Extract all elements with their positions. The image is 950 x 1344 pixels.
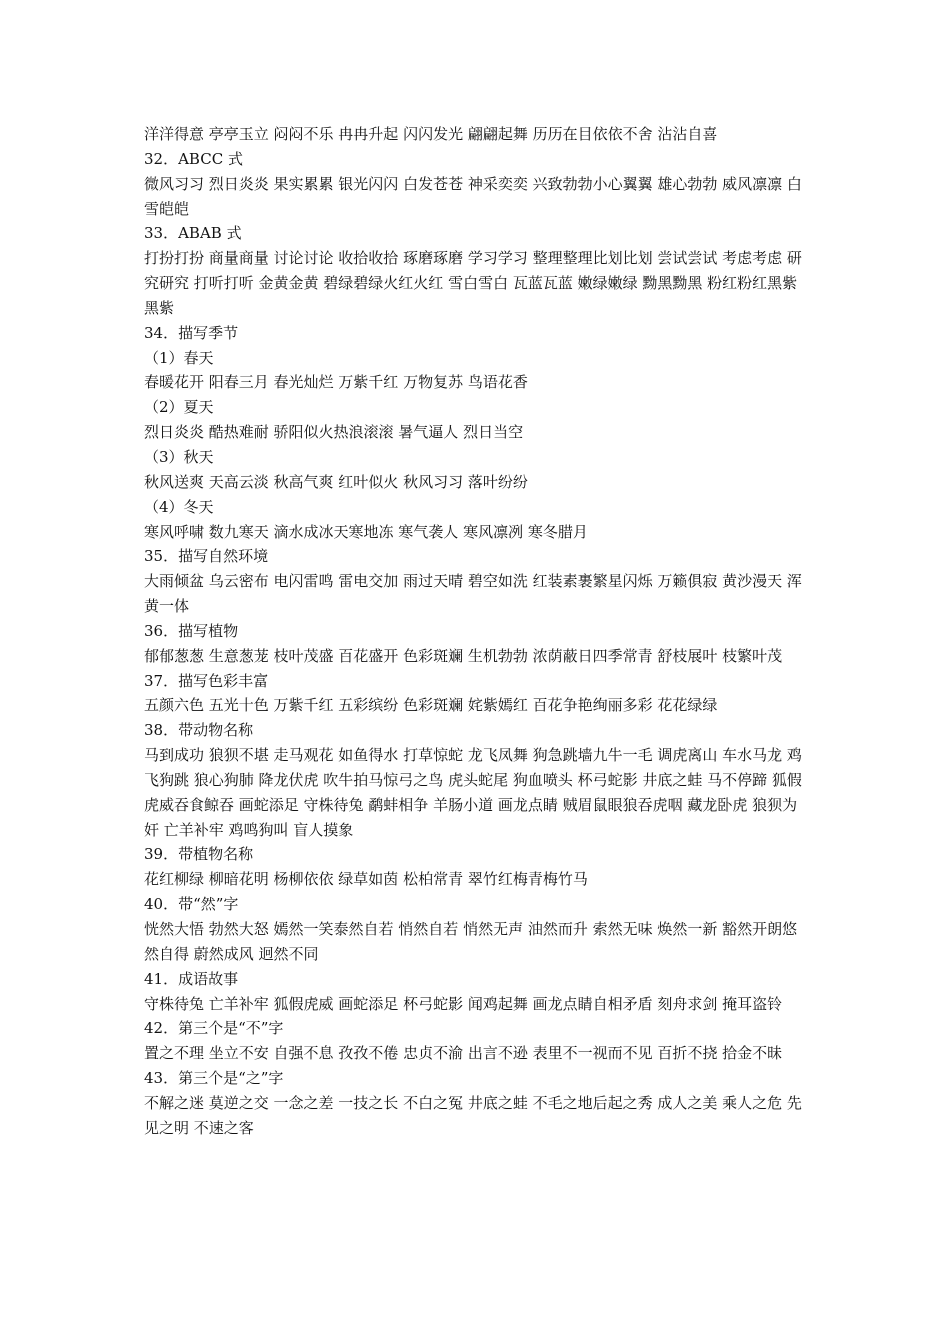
section-43-paragraph: 不解之迷 莫逆之交 一念之差 一技之长 不白之冤 井底之蛙 不毛之地后起之秀 成人之美 乘人之危 先见之明 不速之客 [144, 1093, 802, 1137]
section-34-summer-text: 烈日炎炎 酷热难耐 骄阳似火热浪滚滚 暑气逼人 烈日当空 [144, 423, 524, 442]
intro-paragraph: 洋洋得意 亭亭玉立 闷闷不乐 冉冉升起 闪闪发光 翩翩起舞 历历在目依依不舍 沾沾自喜 [144, 125, 718, 143]
section-37-paragraph: 五颜六色 五光十色 万紫千红 五彩缤纷 色彩斑斓 姹紫嫣红 百花争艳绚丽多彩 花花绿绿 [144, 696, 718, 715]
section-34-autumn-text: 秋风送爽 天高云淡 秋高气爽 红叶似火 秋风习习 落叶纷纷 [144, 472, 528, 491]
section-34-spring-label: （1）春天 [144, 348, 214, 367]
section-34-winter-label: （4）冬天 [144, 497, 214, 516]
section-34-spring-text: 春暖花开 阳春三月 春光灿烂 万紫千红 万物复苏 鸟语花香 [144, 373, 528, 392]
section-36-heading: 36．描写植物 [144, 621, 239, 640]
section-34-autumn-label: （3）秋天 [144, 447, 214, 466]
section-42-paragraph: 置之不理 坐立不安 自强不息 孜孜不倦 忠贞不渝 出言不逊 表里不一视而不见 百折不挠 拾金不昧 [144, 1044, 783, 1063]
section-37-heading: 37．描写色彩丰富 [144, 671, 269, 690]
section-38-paragraph: 马到成功 狼狈不堪 走马观花 如鱼得水 打草惊蛇 龙飞凤舞 狗急跳墙九牛一毛 调虎离山 车水马龙 鸡飞狗跳 狼心狗肺 降龙伏虎 吹牛拍马惊弓之鸟 虎头蛇尾 狗血喷头 杯弓蛇影 井底之蛙 马不停蹄 狐假虎威吞食鲸吞 画蛇添足 守株待兔 鹬蚌相争 羊肠小道 画龙点睛 贼眉鼠眼狼吞虎咽 藏龙卧虎 狼狈为奸 亡羊补牢 鸡鸣狗叫 盲人摸象 [144, 746, 802, 839]
section-40-heading: 40．带“然”字 [144, 895, 239, 914]
section-33-paragraph: 打扮打扮 商量商量 讨论讨论 收拾收拾 琢磨琢磨 学习学习 整理整理比划比划 尝试尝试 考虑考虑 研究研究 打听打听 金黄金黄 碧绿碧绿火红火红 雪白雪白 瓦蓝瓦蓝 嫩绿嫩绿 黝黑黝黑 粉红粉红黑紫黑紫 [144, 249, 802, 317]
section-34-winter-text: 寒风呼啸 数九寒天 滴水成冰天寒地冻 寒气袭人 寒风凛冽 寒冬腊月 [144, 522, 588, 541]
section-38-heading: 38．带动物名称 [144, 721, 254, 740]
document-page [144, 122, 810, 1141]
section-36-paragraph: 郁郁葱葱 生意葱茏 枝叶茂盛 百花盛开 色彩斑斓 生机勃勃 浓荫蔽日四季常青 舒枝展叶 枝繁叶茂 [144, 646, 783, 665]
section-34-summer-label: （2）夏天 [144, 398, 214, 417]
section-41-paragraph: 守株待兔 亡羊补牢 狐假虎威 画蛇添足 杯弓蛇影 闻鸡起舞 画龙点睛自相矛盾 刻舟求剑 掩耳盗铃 [144, 994, 783, 1013]
section-34-heading: 34．描写季节 [144, 323, 239, 342]
section-43-heading: 43．第三个是“之”字 [144, 1069, 284, 1088]
section-35-heading: 35．描写自然环境 [144, 547, 269, 566]
section-42-heading: 42．第三个是“不”字 [144, 1019, 284, 1038]
section-41-heading: 41．成语故事 [144, 969, 239, 988]
section-39-heading: 39．带植物名称 [144, 845, 254, 864]
section-33-heading: 33．ABAB 式 [144, 224, 242, 243]
section-32-paragraph: 微风习习 烈日炎炎 果实累累 银光闪闪 白发苍苍 神采奕奕 兴致勃勃小心翼翼 雄心勃勃 威风凛凛 白雪皑皑 [144, 174, 802, 218]
section-35-paragraph: 大雨倾盆 乌云密布 电闪雷鸣 雷电交加 雨过天晴 碧空如洗 红装素裹繁星闪烁 万籁俱寂 黄沙漫天 浑黄一体 [144, 572, 802, 616]
section-40-paragraph: 恍然大悟 勃然大怒 嫣然一笑泰然自若 悄然自若 悄然无声 油然而升 索然无味 焕然一新 豁然开朗悠然自得 蔚然成风 迥然不同 [144, 920, 798, 963]
section-39-paragraph: 花红柳绿 柳暗花明 杨柳依依 绿草如茵 松柏常青 翠竹红梅青梅竹马 [144, 870, 588, 889]
section-32-heading: 32．ABCC 式 [144, 149, 243, 168]
